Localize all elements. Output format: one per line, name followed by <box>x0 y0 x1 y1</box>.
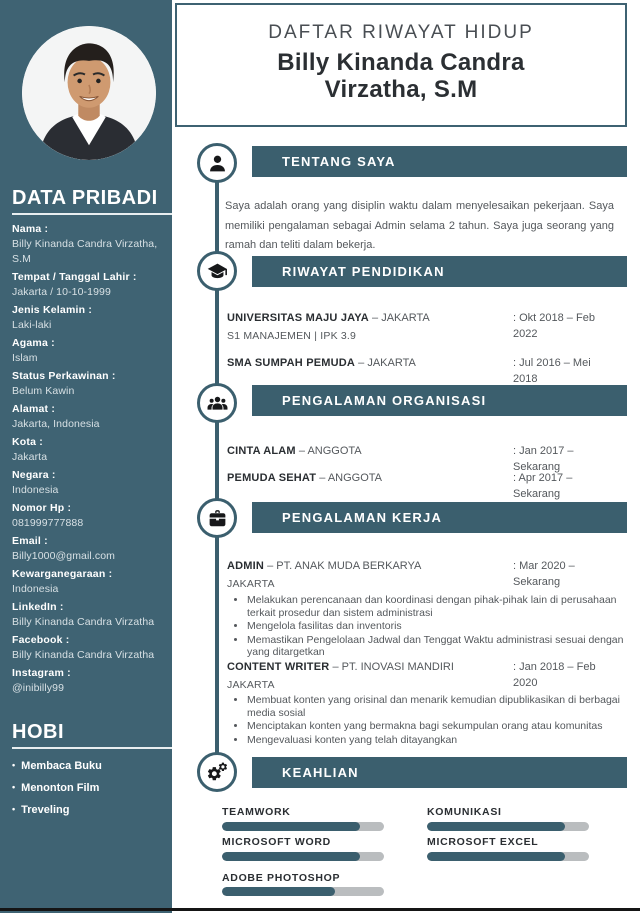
page-bottom-border <box>0 908 640 911</box>
graduation-cap-icon <box>207 261 228 282</box>
section-header-pengalaman-organisasi: PENGALAMAN ORGANISASI <box>252 385 627 416</box>
skill-bar <box>222 852 384 861</box>
work-bullet: • Mengevaluasi konten yang telah ditayangkan <box>247 734 627 747</box>
field-agama: Agama : Islam <box>12 337 55 364</box>
education-entry-title: SMA SUMPAH PEMUDA – JAKARTA <box>227 357 416 369</box>
skill-label: TEAMWORK <box>222 806 291 818</box>
skill-bar <box>222 822 384 831</box>
skill-bar <box>222 887 384 896</box>
skill-bar <box>427 822 589 831</box>
work-entry <box>227 659 613 691</box>
divider <box>12 747 172 749</box>
work-entry-title: ADMIN – PT. ANAK MUDA BERKARYA <box>227 560 422 572</box>
person-name-line2: Virzatha, S.M <box>324 76 478 103</box>
skill-bar-fill <box>427 822 565 831</box>
field-alamat: Alamat : Jakarta, Indonesia <box>12 403 100 430</box>
personal-data-list <box>12 222 166 696</box>
field-instagram: Instagram : @inibilly99 <box>12 667 71 694</box>
organization-entry-period: : Jan 2017 – Sekarang <box>513 445 574 473</box>
timeline-node-skills <box>197 752 237 792</box>
work-entry-bullets <box>227 594 627 660</box>
skill-label: MICROSOFT WORD <box>222 836 331 848</box>
organization-entry <box>227 470 613 502</box>
skill-bar <box>427 852 589 861</box>
skill-bar-fill <box>222 822 360 831</box>
organization-entry-period: : Apr 2017 – Sekarang <box>513 472 573 500</box>
data-pribadi-title: DATA PRIBADI <box>12 187 158 209</box>
work-entry <box>227 558 613 590</box>
work-entry-location: JAKARTA <box>227 578 275 590</box>
hobi-list <box>12 758 166 818</box>
work-bullet: • Mengelola fasilitas dan inventoris <box>247 620 627 633</box>
work-entry-title: CONTENT WRITER – PT. INOVASI MANDIRI <box>227 661 454 673</box>
work-entry-period: : Jan 2018 – Feb 2020 <box>513 661 596 689</box>
field-nama: Nama : Billy Kinanda Candra Virzatha, S.M <box>12 223 158 265</box>
work-bullet: • Menciptakan konten yang bermakna bagi sekumpulan orang atau komunitas <box>247 720 627 733</box>
gears-icon <box>207 762 228 783</box>
skill-bar-fill <box>427 852 565 861</box>
sidebar <box>0 0 172 913</box>
organization-entry-title: CINTA ALAM – ANGGOTA <box>227 445 362 457</box>
education-entry-detail: S1 MANAJEMEN | IPK 3.9 <box>227 330 357 342</box>
field-nomor-hp: Nomor Hp : 081999777888 <box>12 502 84 529</box>
education-entry-period: : Okt 2018 – Feb 2022 <box>513 312 595 340</box>
work-bullet: • Memastikan Pengelolaan Jadwal dan Tenggat Waktu administrasi sesuai dengan yang ditargetkan <box>247 634 627 659</box>
field-facebook: Facebook : Billy Kinanda Candra Virzatha <box>12 634 155 661</box>
briefcase-icon <box>207 508 228 529</box>
timeline-node-about <box>197 143 237 183</box>
people-group-icon <box>207 393 228 414</box>
work-entry-location: JAKARTA <box>227 679 275 691</box>
skill-label: ADOBE PHOTOSHOP <box>222 872 341 884</box>
about-paragraph: Saya adalah orang yang disiplin waktu dalam menyelesaikan pekerjaan. Saya memiliki pengalaman sebagai Admin selama 2 tahun. Saya juga seorang yang ramah dan teliti dalam bekerja. <box>225 200 614 251</box>
portrait-image <box>22 26 156 160</box>
skill-label: MICROSOFT EXCEL <box>427 836 539 848</box>
section-header-riwayat-pendidikan: RIWAYAT PENDIDIKAN <box>252 256 627 287</box>
hobi-item: • Menonton Film <box>12 780 166 796</box>
field-jenis-kelamin: Jenis Kelamin : Laki-laki <box>12 304 93 331</box>
skill-bar-fill <box>222 852 360 861</box>
hobi-item: • Membaca Buku <box>12 758 166 774</box>
skill-bar-fill <box>222 887 335 896</box>
header <box>175 3 627 127</box>
timeline-node-education <box>197 251 237 291</box>
work-entry-bullets <box>227 694 627 747</box>
field-kewarganegaraan: Kewarganegaraan : Indonesia <box>12 568 113 595</box>
field-linkedin: LinkedIn : Billy Kinanda Candra Virzatha <box>12 601 155 628</box>
field-email: Email : Billy1000@gmail.com <box>12 535 116 562</box>
person-icon <box>207 153 228 174</box>
divider <box>12 213 172 215</box>
field-negara: Negara : Indonesia <box>12 469 59 496</box>
section-header-pengalaman-kerja: PENGALAMAN KERJA <box>252 502 627 533</box>
field-kota: Kota : Jakarta <box>12 436 48 463</box>
field-tempat-tanggal-lahir: Tempat / Tanggal Lahir : Jakarta / 10-10-1999 <box>12 271 137 298</box>
skill-label: KOMUNIKASI <box>427 806 502 818</box>
section-header-keahlian: KEAHLIAN <box>252 757 627 788</box>
work-bullet: • Membuat konten yang orisinal dan menarik kemudian dipublikasikan di berbagai media sosial <box>247 694 627 719</box>
education-entry <box>227 355 613 387</box>
hobi-title: HOBI <box>12 721 64 743</box>
education-entry-title: UNIVERSITAS MAJU JAYA – JAKARTA <box>227 312 430 324</box>
work-entry-period: : Mar 2020 – Sekarang <box>513 560 575 588</box>
document-title: DAFTAR RIWAYAT HIDUP <box>268 22 534 43</box>
hobi-item: • Treveling <box>12 802 166 818</box>
profile-photo <box>22 26 156 160</box>
person-name-line1: Billy Kinanda Candra <box>277 49 525 76</box>
education-entry-period: : Jul 2016 – Mei 2018 <box>513 357 591 385</box>
organization-entry-title: PEMUDA SEHAT – ANGGOTA <box>227 472 383 484</box>
timeline-node-organization <box>197 383 237 423</box>
section-header-tentang-saya: TENTANG SAYA <box>252 146 627 177</box>
field-status-perkawinan: Status Perkawinan : Belum Kawin <box>12 370 116 397</box>
timeline-node-work <box>197 498 237 538</box>
work-bullet: • Melakukan perencanaan dan koordinasi dengan pihak-pihak lain di perusahaan terkait prosedur dan sistem administrasi <box>247 594 627 619</box>
